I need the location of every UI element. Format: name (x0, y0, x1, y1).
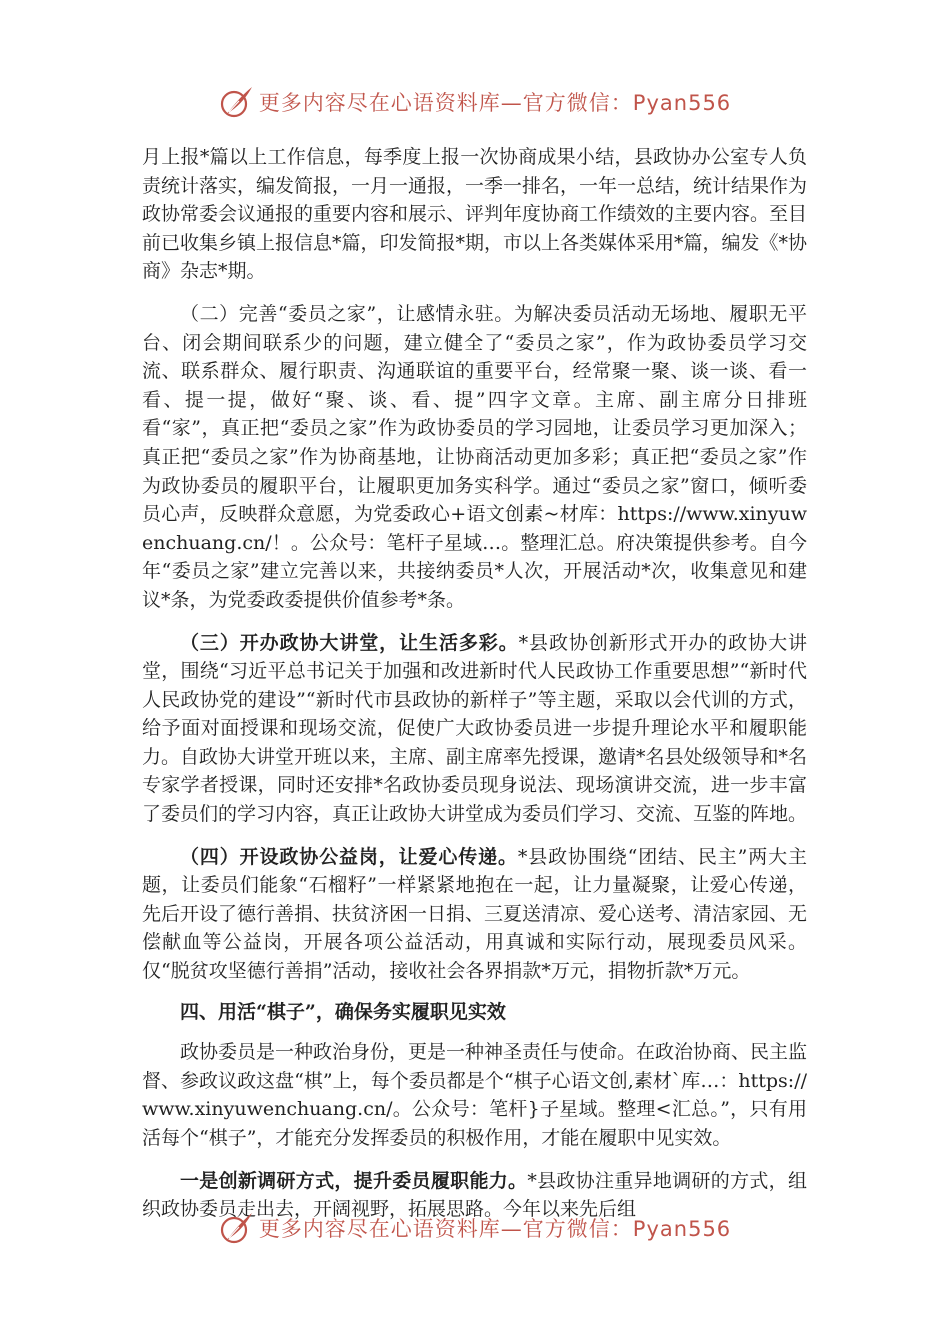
banner-text: 更多内容尽在心语资料库—官方微信：Pyan556 (258, 1217, 732, 1241)
paragraph-reporting: 月上报*篇以上工作信息，每季度上报一次协商成果小结，县政协办公室专人负责统计落实，编发简报，一月一通报，一季一排名，一年一总结，统计结果作为政协常委会议通报的重要内容和展示、评判年度协商工作绩效的主要内容。至目前已收集乡镇上报信息*篇，印发简报*期，市以上各类媒体采用*篇，编发《*协商》杂志*期。 (142, 146, 808, 283)
paragraph-lecture-hall (142, 629, 807, 829)
paragraph-lecture-hall-title: （三）开办政协大讲堂，让生活多彩。 (180, 631, 519, 654)
paragraph-public-welfare-title: （四）开设政协公益岗，让爱心传递。 (180, 845, 518, 868)
paragraph-public-welfare (142, 843, 807, 986)
header-banner (0, 82, 950, 122)
paragraph-research-method-body: *县政协注重异地调研的方式，组织政协委员走出去，开阔视野，拓展思路。今年以来先后组 (142, 1169, 807, 1221)
quill-pen-logo-icon (219, 84, 255, 120)
paragraph-public-welfare-body: *县政协围绕“团结、民主”两大主题，让委员们能象“石榴籽”一样紧紧地抱在一起，让力量凝聚，让爱心传递，先后开设了德行善捐、扶贫济困一日捐、三夏送清凉、爱心送考、清洁家园、无偿献血等公益岗，开展各项公益活动，用真诚和实际行动，展现委员风采。仅“脱贫攻坚德行善捐”活动，接收社会各界捐款*万元，捐物折款*万元。 (142, 845, 808, 983)
footer-banner (0, 1208, 950, 1248)
quill-pen-logo-icon (219, 1210, 255, 1246)
banner-inner (219, 1210, 731, 1246)
paragraph-lecture-hall-body: *县政协创新形式开办的政协大讲堂，围绕“习近平总书记关于加强和改进新时代人民政协工作重要思想”“新时代人民政协党的建设”“新时代市县政协的新样子”等主题，采取以会代训的方式，给予面对面授课和现场交流，促使广大政协委员进一步提升理论水平和履职能力。自政协大讲堂开班以来，主席、副主席率先授课，邀请*名县处级领导和*名专家学者授课，同时还安排*名政协委员现身说法、现场演讲交流，进一步丰富了委员们的学习内容，真正让政协大讲堂成为委员们学习、交流、互鉴的阵地。 (142, 631, 808, 826)
banner-inner (219, 84, 731, 120)
document-body (142, 143, 807, 1238)
paragraph-members-home: （二）完善“委员之家”，让感情永驻。为解决委员活动无场地、履职无平台、闭会期间联系少的问题，建立健全了“委员之家”，作为政协委员学习交流、联系群众、履行职责、沟通联谊的重要平台，经常聚一聚、谈一谈、看一看、提一提，做好“聚、谈、看、提”四字文章。主席、副主席分日排班看“家”，真正把“委员之家”作为政协委员的学习园地，让委员学习更加深入；真正把“委员之家”作为协商基地，让协商活动更加多彩；真正把“委员之家”作为政协委员的履职平台，让履职更加务实科学。通过“委员之家”窗口，倾听委员心声，反映群众意愿，为党委政心+语文创素~材库：https://www.xinyuwenchuang.cn/！。公众号：笔杆子星域…。整理汇总。府决策提供参考。自今年“委员之家”建立完善以来，共接纳委员*人次，开展活动*次，收集意见和建议*条，为党委政委提供价值参考*条。 (142, 302, 807, 611)
paragraph-research-method-title: 一是创新调研方式，提升委员履职能力。 (180, 1169, 528, 1192)
banner-text: 更多内容尽在心语资料库—官方微信：Pyan556 (258, 91, 732, 115)
paragraph-political-identity: 政协委员是一种政治身份，更是一种神圣责任与使命。在政治协商、民主监督、参政议政这盘“棋”上，每个委员都是个“棋子心语文创,素材`库…：https://www.xinyuwenchuang.cn/。公众号：笔杆}子星域。整理<汇总。”，只有用活每个“棋子”，才能充分发挥委员的积极作用，才能在履职中见实效。 (142, 1041, 808, 1149)
section-heading-chess-pieces: 四、用活“棋子”，确保务实履职见实效 (180, 1000, 506, 1023)
